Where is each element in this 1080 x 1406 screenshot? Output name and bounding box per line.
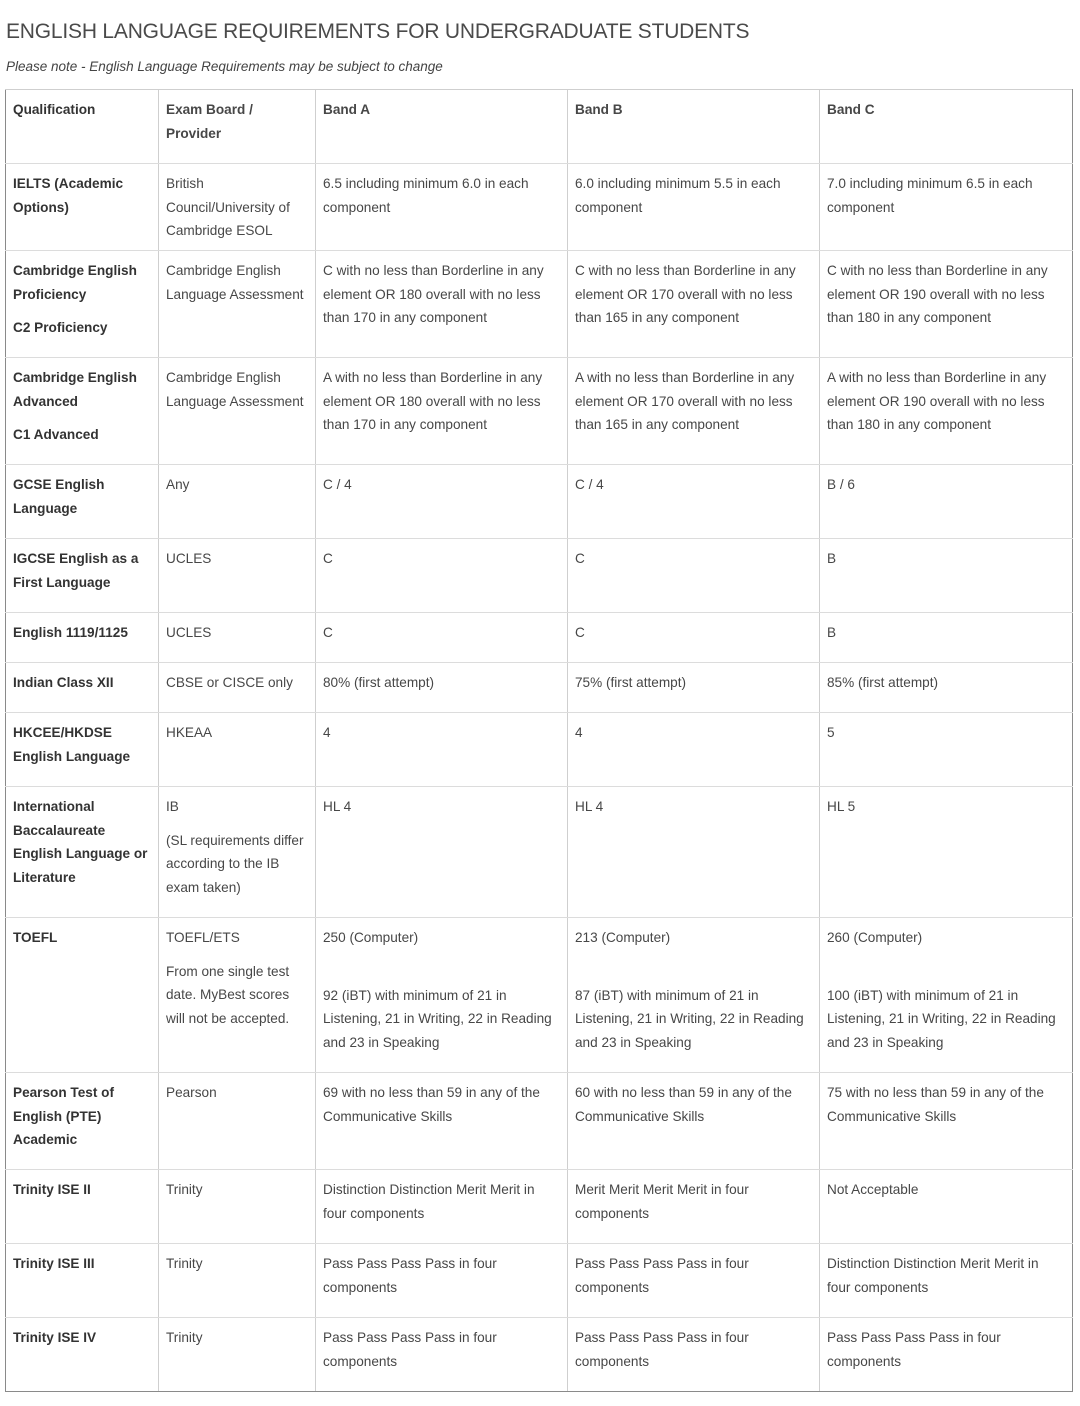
band-b-cell: 60 with no less than 59 in any of the Communicative Skills: [568, 1073, 820, 1170]
table-row: [6, 1170, 1073, 1244]
exam-board-cell: Trinity: [159, 1244, 316, 1318]
exam-board-cell: [159, 918, 316, 1073]
band-b-cell: Pass Pass Pass Pass in four components: [568, 1244, 820, 1318]
header-band-b: Band B: [568, 90, 820, 164]
band-b-ibt: 87 (iBT) with minimum of 21 in Listening, 21 in Writing, 22 in Reading and 23 in Speaking: [575, 987, 804, 1050]
band-a-cell: 4: [316, 713, 568, 787]
header-band-a: Band A: [316, 90, 568, 164]
band-c-cell: HL 5: [820, 787, 1073, 918]
band-b-cell: [568, 918, 820, 1073]
table-row: [6, 663, 1073, 713]
exam-board-note: From one single test date. MyBest scores will not be accepted.: [166, 963, 290, 1026]
band-b-cell: 75% (first attempt): [568, 663, 820, 713]
band-a-cell: C / 4: [316, 465, 568, 539]
table-row: [6, 1318, 1073, 1392]
page-note: Please note - English Language Requirements may be subject to change: [6, 59, 443, 74]
page-title: ENGLISH LANGUAGE REQUIREMENTS FOR UNDERGRADUATE STUDENTS: [6, 20, 750, 43]
exam-board-note: (SL requirements differ according to the IB exam taken): [166, 832, 304, 895]
band-b-cell: Pass Pass Pass Pass in four components: [568, 1318, 820, 1392]
table-row: [6, 1073, 1073, 1170]
qualification-name: Cambridge English Proficiency: [13, 263, 137, 302]
band-b-cell: C with no less than Borderline in any element OR 170 overall with no less than 165 in any component: [568, 251, 820, 358]
table-row: [6, 164, 1073, 251]
qualification-subname: C2 Proficiency: [13, 320, 108, 335]
qualification-cell: IGCSE English as a First Language: [6, 539, 159, 613]
qualification-cell: Trinity ISE IV: [6, 1318, 159, 1392]
band-a-cell: 69 with no less than 59 in any of the Communicative Skills: [316, 1073, 568, 1170]
band-a-cell: [316, 918, 568, 1073]
band-a-computer: 250 (Computer): [323, 930, 419, 945]
band-a-cell: A with no less than Borderline in any element OR 180 overall with no less than 170 in any component: [316, 358, 568, 465]
table-row: [6, 787, 1073, 918]
table-row: [6, 251, 1073, 358]
exam-board-cell: Cambridge English Language Assessment: [159, 358, 316, 465]
exam-board-cell: Any: [159, 465, 316, 539]
band-c-cell: Distinction Distinction Merit Merit in four components: [820, 1244, 1073, 1318]
band-a-cell: HL 4: [316, 787, 568, 918]
exam-board-cell: CBSE or CISCE only: [159, 663, 316, 713]
band-b-cell: A with no less than Borderline in any element OR 170 overall with no less than 165 in any component: [568, 358, 820, 465]
qualification-cell: Indian Class XII: [6, 663, 159, 713]
exam-board-cell: UCLES: [159, 539, 316, 613]
qualification-cell: International Baccalaureate English Language or Literature: [6, 787, 159, 918]
requirements-table: [5, 89, 1073, 1392]
table-row: [6, 465, 1073, 539]
band-a-cell: 80% (first attempt): [316, 663, 568, 713]
band-a-ibt: 92 (iBT) with minimum of 21 in Listening, 21 in Writing, 22 in Reading and 23 in Speaking: [323, 987, 552, 1050]
band-c-cell: Not Acceptable: [820, 1170, 1073, 1244]
band-a-cell: C: [316, 539, 568, 613]
table-row: [6, 918, 1073, 1073]
band-b-cell: C / 4: [568, 465, 820, 539]
header-band-c: Band C: [820, 90, 1073, 164]
exam-board-cell: Trinity: [159, 1170, 316, 1244]
band-a-cell: Pass Pass Pass Pass in four components: [316, 1318, 568, 1392]
band-a-cell: C: [316, 613, 568, 663]
qualification-cell: Trinity ISE II: [6, 1170, 159, 1244]
band-b-cell: 6.0 including minimum 5.5 in each component: [568, 164, 820, 251]
band-b-computer: 213 (Computer): [575, 930, 671, 945]
band-b-cell: Merit Merit Merit Merit in four components: [568, 1170, 820, 1244]
header-row: [6, 90, 1073, 164]
qualification-name: Cambridge English Advanced: [13, 370, 137, 409]
header-exam-board: Exam Board / Provider: [159, 90, 316, 164]
band-a-cell: Pass Pass Pass Pass in four components: [316, 1244, 568, 1318]
table-row: [6, 358, 1073, 465]
qualification-cell: TOEFL: [6, 918, 159, 1073]
band-c-cell: 5: [820, 713, 1073, 787]
qualification-subname: C1 Advanced: [13, 427, 99, 442]
band-c-cell: 85% (first attempt): [820, 663, 1073, 713]
band-c-cell: B: [820, 613, 1073, 663]
qualification-cell: English 1119/1125: [6, 613, 159, 663]
band-c-cell: B / 6: [820, 465, 1073, 539]
band-c-ibt: 100 (iBT) with minimum of 21 in Listening, 21 in Writing, 22 in Reading and 23 in Speaking: [827, 987, 1056, 1050]
qualification-cell: GCSE English Language: [6, 465, 159, 539]
qualification-cell: [6, 358, 159, 465]
band-b-cell: C: [568, 613, 820, 663]
qualification-cell: IELTS (Academic Options): [6, 164, 159, 251]
exam-board-cell: Cambridge English Language Assessment: [159, 251, 316, 358]
band-c-computer: 260 (Computer): [827, 930, 923, 945]
band-b-cell: HL 4: [568, 787, 820, 918]
band-c-cell: 75 with no less than 59 in any of the Communicative Skills: [820, 1073, 1073, 1170]
band-b-cell: C: [568, 539, 820, 613]
exam-board-cell: UCLES: [159, 613, 316, 663]
band-b-cell: 4: [568, 713, 820, 787]
exam-board-cell: Trinity: [159, 1318, 316, 1392]
qualification-cell: Pearson Test of English (PTE) Academic: [6, 1073, 159, 1170]
band-c-cell: B: [820, 539, 1073, 613]
qualification-cell: [6, 251, 159, 358]
band-c-cell: C with no less than Borderline in any element OR 190 overall with no less than 180 in any component: [820, 251, 1073, 358]
table-row: [6, 1244, 1073, 1318]
band-a-cell: 6.5 including minimum 6.0 in each component: [316, 164, 568, 251]
band-c-cell: 7.0 including minimum 6.5 in each component: [820, 164, 1073, 251]
band-c-cell: A with no less than Borderline in any element OR 190 overall with no less than 180 in any component: [820, 358, 1073, 465]
header-qualification: Qualification: [6, 90, 159, 164]
exam-board-cell: [159, 787, 316, 918]
table-row: [6, 539, 1073, 613]
exam-board-cell: HKEAA: [159, 713, 316, 787]
qualification-cell: HKCEE/HKDSE English Language: [6, 713, 159, 787]
exam-board-name: IB: [166, 799, 179, 814]
exam-board-name: TOEFL/ETS: [166, 930, 240, 945]
table-row: [6, 713, 1073, 787]
qualification-cell: Trinity ISE III: [6, 1244, 159, 1318]
band-a-cell: Distinction Distinction Merit Merit in four components: [316, 1170, 568, 1244]
table-row: [6, 613, 1073, 663]
band-c-cell: [820, 918, 1073, 1073]
band-c-cell: Pass Pass Pass Pass in four components: [820, 1318, 1073, 1392]
band-a-cell: C with no less than Borderline in any element OR 180 overall with no less than 170 in any component: [316, 251, 568, 358]
exam-board-cell: British Council/University of Cambridge ESOL: [159, 164, 316, 251]
exam-board-cell: Pearson: [159, 1073, 316, 1170]
